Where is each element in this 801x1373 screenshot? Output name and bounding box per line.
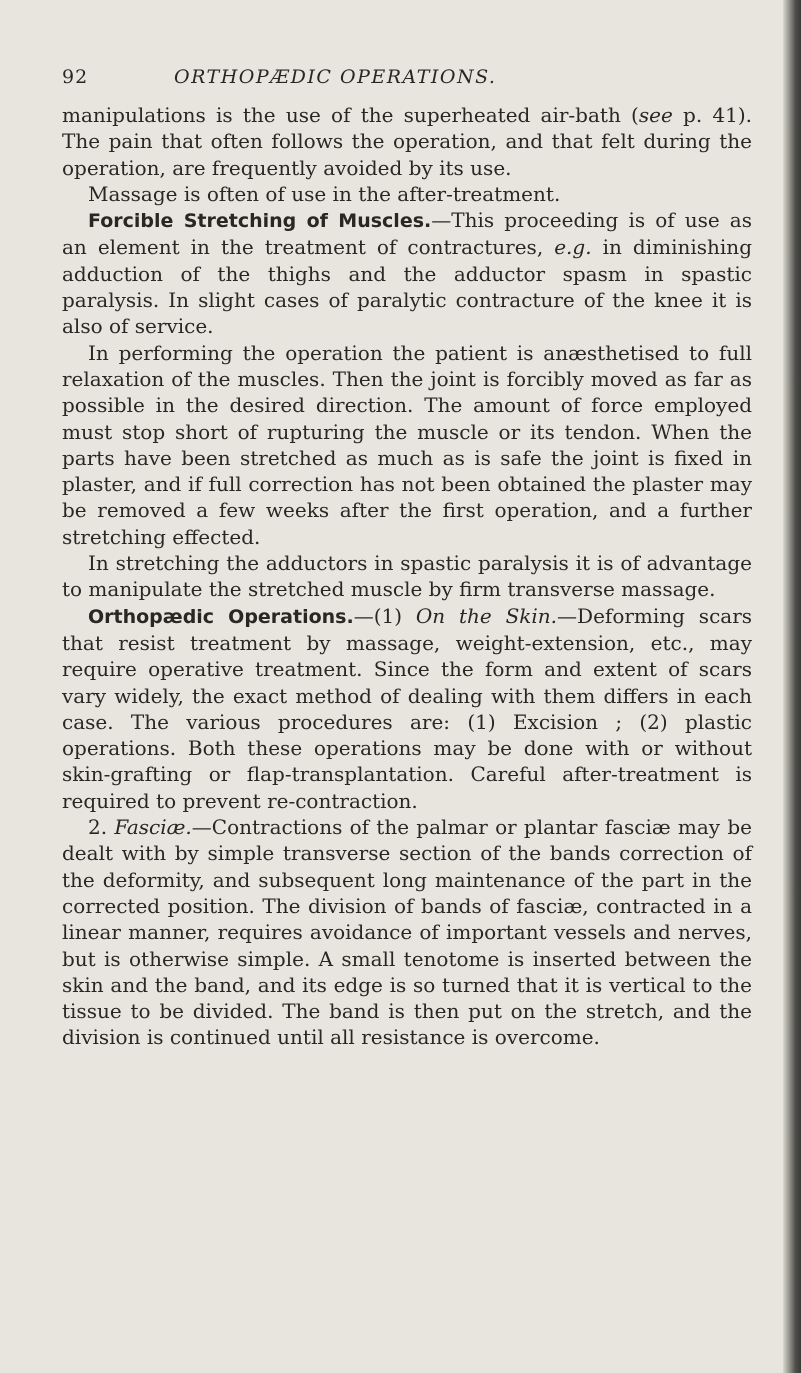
paragraph-1: manipulations is the use of the superheated air-bath (see p. 41). The pain that often follows the operation, and that felt during the operation, are frequently avoided by its use. xyxy=(62,103,752,180)
running-title: ORTHOPÆDIC OPERATIONS. xyxy=(174,66,497,88)
paragraph-2: Massage is often of use in the after-treatment. xyxy=(88,181,561,206)
page-edge-shadow xyxy=(783,0,801,1373)
paragraph-6: Orthopædic Operations.—(1) On the Skin.—Deforming scars that resist treatment by massage, weight-extension, etc., may require operative treatment. Since the form and extent of scars vary widely, the exact method of dealing with them differs in each case. The various procedures are: (1) Excision ; (2) plastic operations. Both these operations may be done with or without skin-grafting or flap-transplantation. Careful after-treatment is required to prevent re-contraction. xyxy=(62,603,753,813)
paragraph-5: In stretching the adductors in spastic paralysis it is of advantage to manipulate the stretched muscle by firm transverse massage. xyxy=(62,551,752,602)
body-text xyxy=(62,102,752,1051)
book-page xyxy=(62,62,752,1051)
section-heading-forcible-stretching: Forcible Stretching of Muscles. xyxy=(88,210,432,233)
running-head xyxy=(62,62,752,92)
paragraph-3: Forcible Stretching of Muscles.—This proceeding is of use as an element in the treatment of contractures, e.g. in diminishing adduction of the thighs and the adductor spasm in spastic paralysis. In slight cases of paralytic contracture of the knee it is also of service. xyxy=(62,208,752,339)
page-number: 92 xyxy=(62,66,89,88)
paragraph-4: In performing the operation the patient is anæsthetised to full relaxation of the muscles. Then the joint is forcibly moved as far as possible in the desired direction. The amount of force employed must stop short of rupturing the muscle or its tendon. When the parts have been stretched as much as is safe the joint is fixed in plaster, and if full correction has not been obtained the plaster may be removed a few weeks after the first operation, and a further stretching effected. xyxy=(62,340,752,549)
section-heading-orthopaedic-operations: Orthopædic Operations. xyxy=(88,605,354,628)
paragraph-7: 2. Fasciæ.—Contractions of the palmar or plantar fasciæ may be dealt with by simple transverse section of the bands correction of the deformity, and subsequent long maintenance of the part in the corrected position. The division of bands of fasciæ, contracted in a linear manner, requires avoidance of important vessels and nerves, but is otherwise simple. A small tenotome is inserted between the skin and the band, and its edge is so turned that it is vertical to the tissue to be divided. The band is then put on the stretch, and the division is continued until all resistance is overcome. xyxy=(62,815,752,1050)
